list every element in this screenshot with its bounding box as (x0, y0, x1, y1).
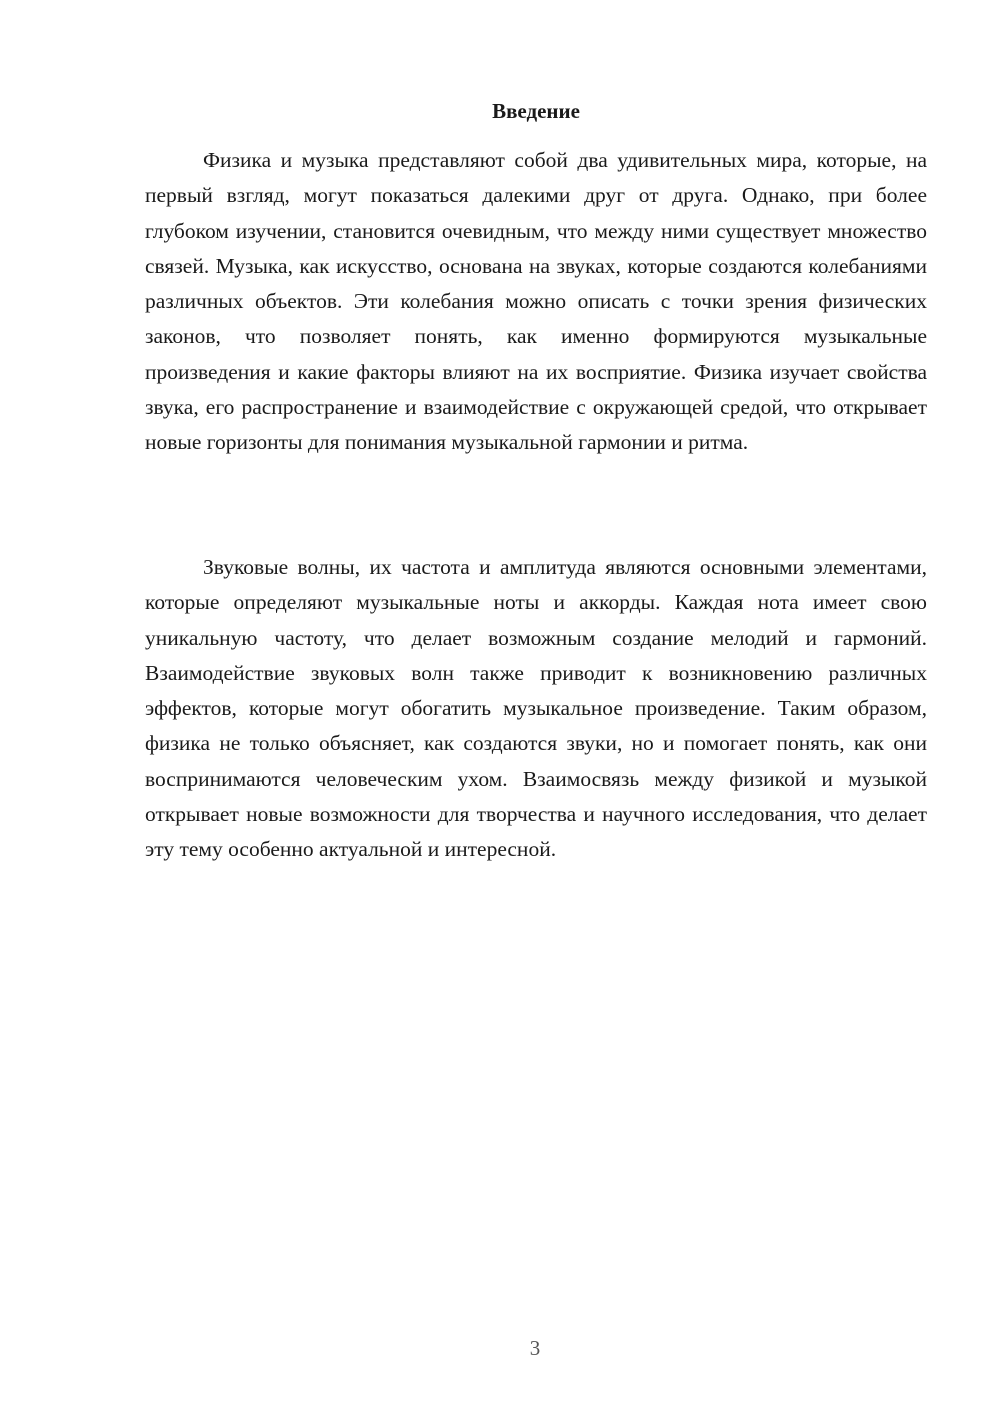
page-number: 3 (529, 1336, 541, 1360)
paragraph-1: Физика и музыка представляют собой два удивительных мира, которые, на первый взгляд, могут показаться далекими друг от друга. Однако, при более глубоком изучении, становится очевидным, что между ними существует множество связей. Музыка, как искусство, основана на звуках, которые создаются колебаниями различных объектов. Эти колебания можно описать с точки зрения физических законов, что позволяет понять, как именно формируются музыкальные произведения и какие факторы влияют на их восприятие. Физика изучает свойства звука, его распространение и взаимодействие с окружающей средой, что открывает новые горизонты для понимания музыкальной гармонии и ритма. (145, 148, 927, 455)
section-title: Введение (492, 99, 580, 123)
paragraph-2: Звуковые волны, их частота и амплитуда являются основными элементами, которые определяют музыкальные ноты и аккорды. Каждая нота имеет свою уникальную частоту, что делает возможным создание мелодий и гармоний. Взаимодействие звуковых волн также приводит к возникновению различных эффектов, которые могут обогатить музыкальное произведение. Таким образом, физика не только объясняет, как создаются звуки, но и помогает понять, как они воспринимаются человеческим ухом. Взаимосвязь между физикой и музыкой открывает новые возможности для творчества и научного исследования, что делает эту тему особенно актуальной и интересной. (145, 555, 927, 862)
